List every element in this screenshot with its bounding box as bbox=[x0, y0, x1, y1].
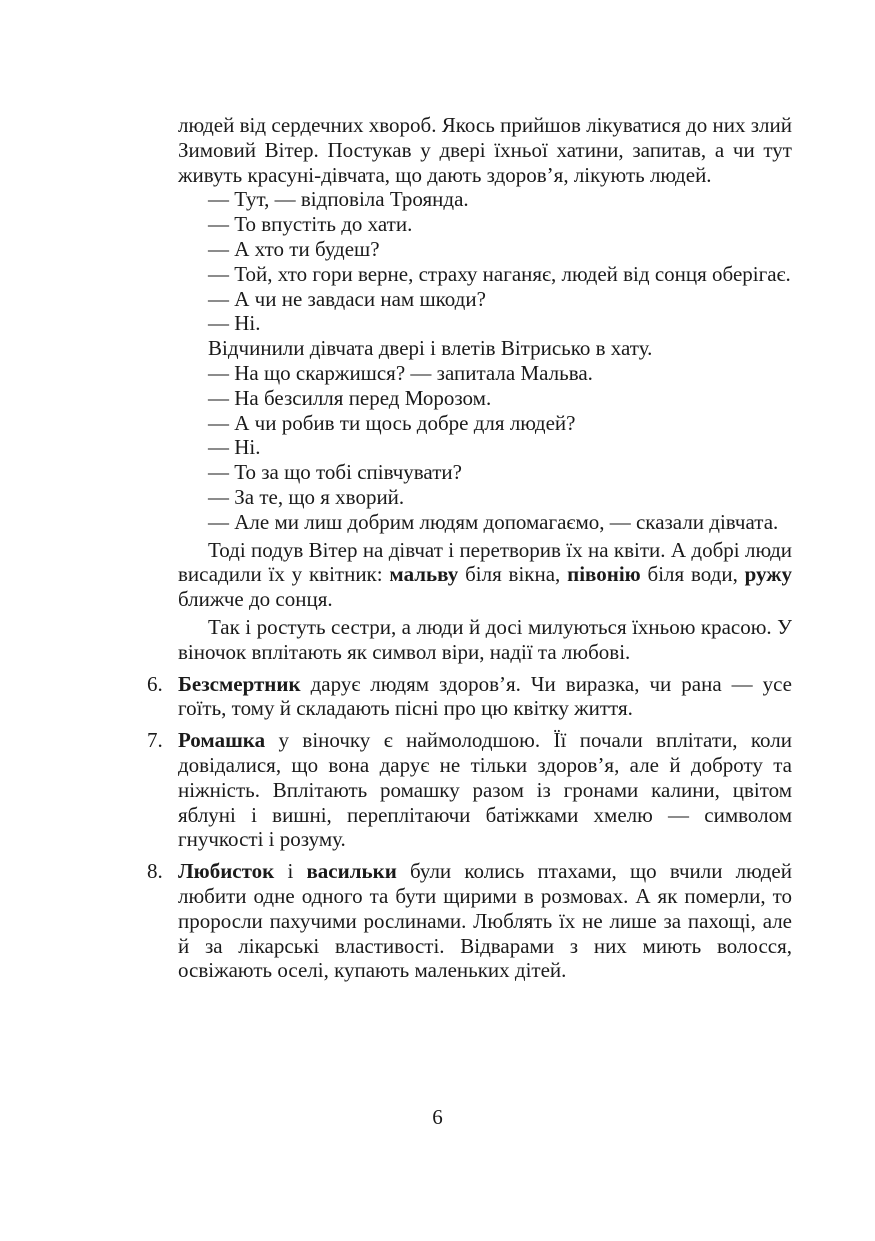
list-item bbox=[147, 671, 792, 722]
dialogue-line: — То впустіть до хати. bbox=[208, 212, 413, 237]
list-term: Любисток bbox=[178, 859, 275, 884]
page-number: 6 bbox=[432, 1105, 443, 1129]
dialogue-line: — Ні. bbox=[208, 435, 261, 460]
transform-text: біля вікна, bbox=[458, 562, 568, 587]
dialogue-line: — А чи не завдаси нам шкоди? bbox=[208, 286, 486, 311]
transformation-paragraph bbox=[178, 538, 792, 612]
narration-line: Відчинили дівчата двері і влетів Вітрисько в хату. bbox=[208, 336, 653, 361]
list-term: васильки bbox=[306, 859, 397, 884]
list-text: були колись птахами, що вчили людей любити одне одного та бути щирими в розмовах. А як померли, то проросли пахучими рослинами. Люблять їх не лише за пахощі, але й за лікарські властивості. Відварами з них миють волосся, освіжають оселі, купають маленьких дітей. bbox=[178, 859, 792, 983]
dialogue-line: — На безсилля перед Морозом. bbox=[208, 385, 492, 410]
transform-text: ближче до сонця. bbox=[178, 587, 333, 612]
dialogue-line: — Той, хто гори верне, страху наганяє, людей від сонця оберігає. bbox=[208, 261, 791, 286]
dialogue-line: — А чи робив ти щось добре для людей? bbox=[208, 410, 576, 435]
list-term: Ромашка bbox=[178, 728, 266, 753]
numbered-list bbox=[147, 671, 792, 984]
dialogue-line: — То за що тобі співчувати? bbox=[208, 460, 462, 485]
dialogue-line: — Але ми лиш добрим людям допомагаємо, — сказали дівчата. bbox=[208, 509, 779, 534]
term-peony: півонію bbox=[567, 562, 641, 587]
story-intro: людей від сердечних хвороб. Якось прийшов лікуватися до них злий Зимовий Вітер. Постукав у двері їхньої хатини, запитав, а чи тут живуть красуні-дівчата, що дають здоров’я, лікують людей. bbox=[178, 113, 792, 187]
list-text: у віночку є наймолодшою. Її почали вплітати, коли довідалися, що вона дарує не тільки здоров’я, але й доброту та ніжність. Вплітають ромашку разом із гронами калини, цвітом яблуні і вишні, переплітаючи батіжками хмелю — символом гнучкості і розуму. bbox=[178, 728, 792, 852]
list-text: дарує людям здоров’я. Чи виразка, чи рана — усе гоїть, тому й складають пісні про цю квітку життя. bbox=[178, 671, 792, 721]
term-rose: ружу bbox=[744, 562, 793, 587]
page-text bbox=[147, 113, 793, 983]
transform-text: Тоді подув Вітер на дівчат і перетворив їх на квіти. А добрі люди висадили їх у квітник: bbox=[178, 537, 792, 587]
list-number: 6. bbox=[147, 671, 163, 696]
list-number: 8. bbox=[147, 859, 163, 884]
dialogue-line: — За те, що я хворий. bbox=[208, 484, 405, 509]
dialogue-line: — Тут, — відповіла Троянда. bbox=[208, 187, 469, 212]
list-item bbox=[147, 728, 792, 852]
transform-text: біля води, bbox=[640, 562, 745, 587]
term-mallow: мальву bbox=[389, 562, 459, 587]
list-term: Безсмертник bbox=[178, 671, 301, 696]
list-connector: і bbox=[274, 859, 307, 884]
ending-paragraph: Так і ростуть сестри, а люди й досі милуються їхньою красою. У віночок вплітають як символ віри, надії та любові. bbox=[178, 614, 792, 664]
list-number: 7. bbox=[147, 728, 163, 753]
dialogue-line: — На що скаржишся? — запитала Мальва. bbox=[208, 360, 593, 385]
list-item bbox=[147, 859, 792, 983]
dialogue-line: — А хто ти будеш? bbox=[208, 236, 380, 261]
dialogue-line: — Ні. bbox=[208, 311, 261, 336]
